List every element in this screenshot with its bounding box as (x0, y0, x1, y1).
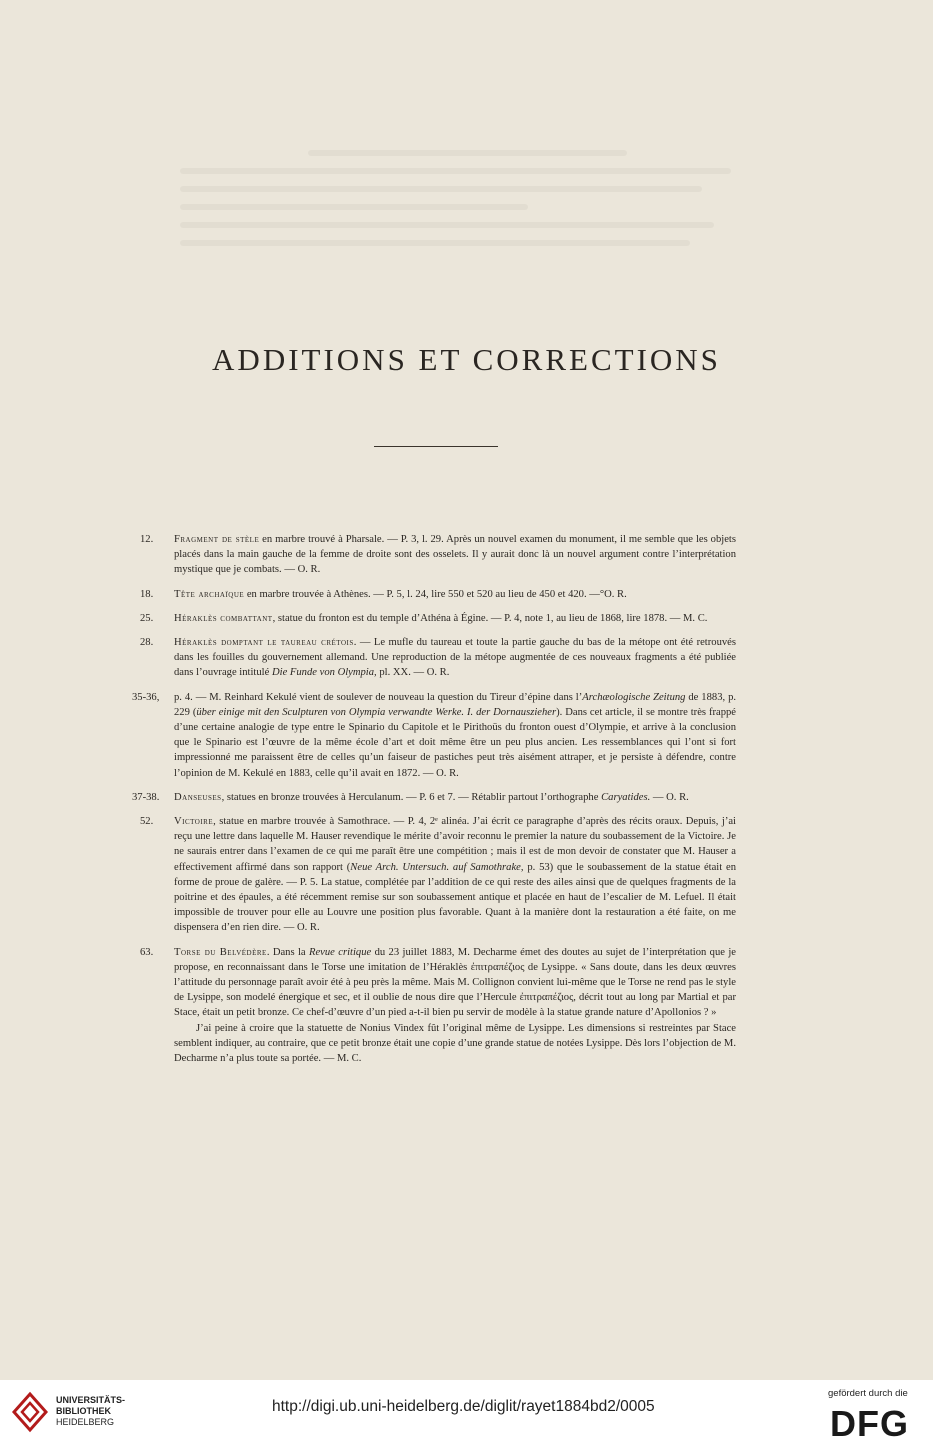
entry-paragraph: J’ai peine à croire que la statuette de Nonius Vindex fût l’original même de Lysippe. Les dimensions si restreintes par Stace semblent indiquer, au contraire, que ce petit bronze était une copie d’une grande statue de notées Lysippe. Dès lors l’objection de M. Decharme n’a plus toute sa portée. — M. C. (174, 1022, 736, 1065)
entry-body: ). Dans cet article, il se montre très frappé d’une certaine analogie de type entre le Spinario du Capitole et le Pirithoüs du fronton ouest d’Olympie, et arrive à la conclusion que le Spinario est l’œuvre de la même école d’art et doit même être un peu plus ancien. Les ressemblances qui l’ont si fort impressionné me paraissent être de celles qu’un faiseur de pastiches peut très aisément attraper, et je persiste à défendre, contre l’opinion de M. Kekulé en 1883, celle qu’il avait en 1872. — O. R. (174, 706, 736, 779)
entry-text (174, 945, 736, 1021)
library-line-2: BIBLIOTHEK (56, 1406, 111, 1416)
entry-citation: Revue critique (309, 946, 372, 958)
entry-number: 63. (140, 946, 154, 958)
entry-number: 52. (140, 816, 154, 828)
entry-heading: Victoire (174, 816, 214, 828)
entry-heading: Héraklès domptant le taureau crétois (174, 637, 354, 649)
entry-heading: Tête archaïque (174, 588, 245, 600)
bleed-through-text (180, 150, 760, 350)
funding-note: gefördert durch die (828, 1388, 908, 1399)
entry-body: p. 53) que le soubassement de la statue était en forme de proue de galère. — P. 5. La statue, complétée par l’addition de ce qui reste des ailes ainsi que de quelques fragments de la poitrine et des épaules, a été récemment remise sur son soubassement antique et placée en haut de l’escalier de M. Lefuel. Il était impossible de trouver pour elle au Louvre une position plus favorable. Quant à la manière dont la restauration a été faite, on me dispensera d’en rien dire. — O. R. (174, 861, 736, 934)
page-title: ADDITIONS ET CORRECTIONS (212, 342, 721, 377)
permalink-url[interactable]: http://digi.ub.uni-heidelberg.de/diglit/rayet1884bd2/0005 (272, 1398, 655, 1415)
entry-text (174, 790, 736, 805)
title-divider (374, 446, 498, 447)
entry-body: en marbre trouvé à Pharsale. — P. 3, l. 29. Après un nouvel examen du monument, il me semble que les objets placés dans la main gauche de la femme de droite sont des osselets. Il y aurait donc là un nouvel argument contre l’interprétation mystique que je combats. — O. R. (174, 534, 736, 576)
entry-body: , statues en bronze trouvées à Herculanum. — P. 6 et 7. — Rétablir partout l’orthographe (221, 791, 602, 803)
entry-text (174, 690, 736, 781)
entry-citation: Caryatides. (601, 791, 651, 803)
dfg-logo-icon[interactable] (830, 1402, 920, 1442)
entry-18 (132, 587, 736, 602)
entry-number: 18. (140, 588, 154, 600)
library-name[interactable] (56, 1395, 125, 1428)
entry-text (174, 587, 736, 602)
entry-heading: Danseuses (174, 791, 222, 803)
entry-52 (132, 814, 736, 936)
entry-25 (132, 611, 736, 626)
entry-body: en marbre trouvée à Athènes. — P. 5, l. 24, lire 550 et 520 au lieu de 450 et 420. —°O. R. (244, 588, 627, 600)
entry-text (174, 532, 736, 578)
entry-body: . Dans la (266, 946, 309, 958)
entry-body: de 1883, p. 229 ( (174, 691, 737, 718)
entry-text (174, 611, 736, 626)
entry-63 (132, 945, 736, 1067)
entry-number: 28. (140, 637, 154, 649)
entry-37-38 (132, 790, 736, 805)
entry-body: . — Le mufle du taureau et toute la partie gauche du bas de la métope ont été retrouvés dans les fouilles du gouvernement allemand. Une reproduction de la métope augmentée de ces nouveaux fragments a été publiée dans l’ouvrage intitulé (174, 637, 736, 679)
entry-28 (132, 635, 736, 681)
entry-body: du 23 juillet 1883, M. Decharme émet des doutes au sujet de l’interprétation que je propose, en reconnaissant dans le Torse une imitation de l’Héraklès ἐπιτραπέζιος de Lysippe. « Sans doute, dans les deux œuvres l’attitude du personnage paraît avoir été à peu près la même. Mais M. Collignon convient lui-même que le Torse ne rend pas le style de Lysippe, son modelé énergique et sec, et il oublie de nous dire que l’Hercule ἐπιτραπέζιος, décrit tout au long par Martial et par Stace, était un petit bronze. Ce chef-d’œuvre d’un pied a-t-il bien pu servir de modèle à la statue grande nature d’Apollonios ? » (174, 946, 736, 1019)
footer-bar (0, 1380, 933, 1446)
entry-body: , statue en marbre trouvée à Samothrace. — P. 4, 2ᵉ alinéa. J’ai écrit ce paragraphe d’après des récits oraux. Depuis, j’ai reçu une lettre dans laquelle M. Hauser revendique le mérite d’avoir reconnu le premier la nature du soubassement de la Victoire. Je ne saurais entrer dans l’examen de ce qui me paraît être une compétition ; mais il est de mon devoir de constater que M. Hauser a effectivement affirmé dans son rapport ( (174, 816, 736, 873)
entry-number: 35-36, (132, 691, 160, 703)
entry-body-end: — O. R. (650, 791, 689, 803)
entry-text (174, 814, 736, 936)
entry-body-end: pl. XX. — O. R. (376, 667, 450, 679)
entry-heading: Héraklès combattant (174, 612, 273, 624)
entry-citation: Die Funde von Olympia, (271, 667, 377, 679)
entry-number: 12. (140, 534, 154, 545)
entry-citation: über einige mit den Sculpturen von Olympia verwandte Werke. I. der Dornauszieher (196, 706, 557, 718)
library-line-3: HEIDELBERG (56, 1417, 115, 1427)
entry-heading: Torse du Belvédère (174, 946, 267, 958)
entry-number: 37-38. (132, 791, 160, 803)
corrections-list (132, 532, 736, 1075)
entry-heading: Fragment de stèle (174, 534, 260, 545)
entry-number: 25. (140, 612, 154, 624)
entry-body: p. 4. — M. Reinhard Kekulé vient de soulever de nouveau la question du Tireur d’épine dans l’ (174, 691, 583, 703)
entry-citation: Neue Arch. Untersuch. auf Samothrake, (350, 861, 524, 873)
library-line-1: UNIVERSITÄTS- (56, 1395, 126, 1405)
entry-text (174, 635, 736, 681)
entry-citation: Archæologische Zeitung (582, 691, 686, 703)
entry-12 (132, 532, 736, 578)
university-library-logo-icon[interactable] (10, 1390, 50, 1434)
dfg-logo-text: DFG (830, 1403, 909, 1442)
entry-body: , statue du fronton est du temple d’Athéna à Égine. — P. 4, note 1, au lieu de 1868, lire 1878. — M. C. (272, 612, 708, 624)
entry-35-36 (132, 690, 736, 781)
